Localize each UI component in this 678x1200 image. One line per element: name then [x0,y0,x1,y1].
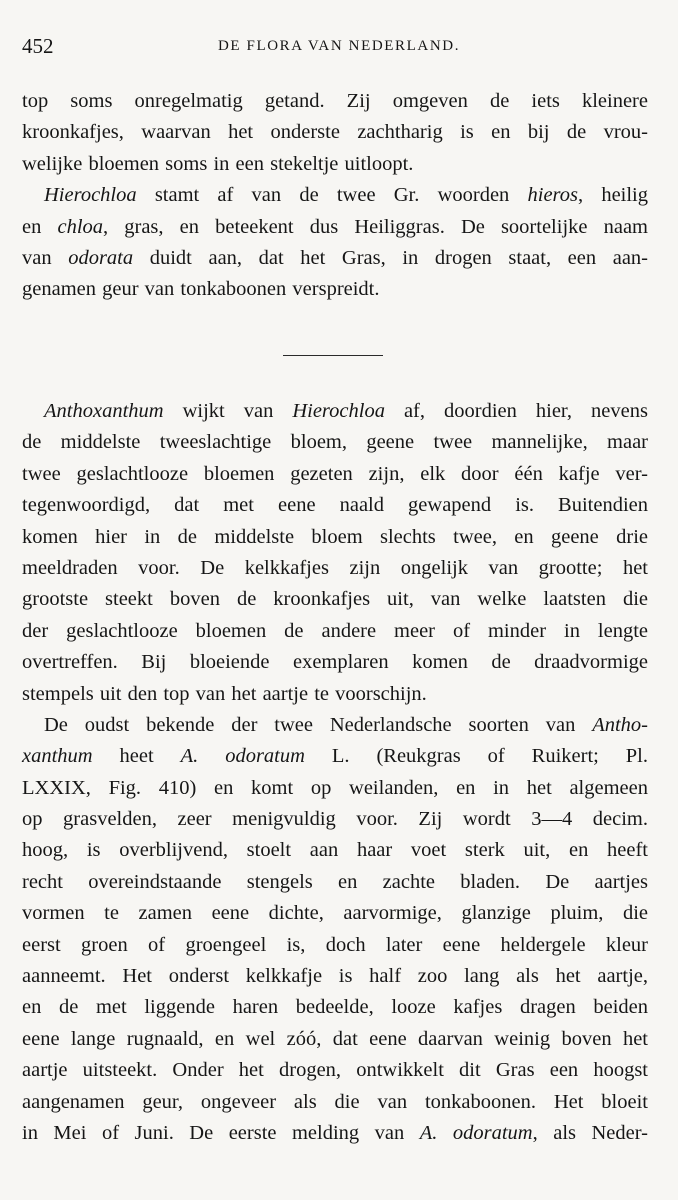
text-segment: overtreffen. Bij bloeiende exemplaren komen de draadvormige [22,651,648,674]
text-segment: , heilig [578,184,649,207]
text-segment: , als Neder- [532,1121,648,1144]
text-segment: L. (Reukgras of Ruikert; Pl. [304,745,648,768]
text-line [22,490,648,521]
text-segment: stempels uit den top van het aartje te voorschijn. [22,682,427,705]
text-line [22,180,648,211]
text-segment: der geslachtlooze bloemen de andere meer of minder in lengte [22,619,648,642]
text-segment: twee geslachtlooze bloemen gezeten zijn, elk door één kafje ver- [22,462,648,485]
text-line [22,992,648,1023]
text-line [22,773,648,804]
italic-term: chloa [57,215,104,238]
text-segment: grootste steekt boven de kroonkafjes uit, van welke laatsten die [22,588,648,611]
text-segment: wijkt van [163,400,293,422]
text-segment: LXXIX, Fig. 410) en komt op weilanden, en in het algemeen [22,776,648,799]
text-line [22,243,648,274]
text-line [22,117,648,148]
page-number: 452 [22,34,54,58]
text-segment: aartje uitsteekt. Onder het drogen, ontwikkelt dit Gras een hoogst [22,1059,648,1082]
italic-term: A. odoratum [419,1121,533,1144]
text-line [22,274,648,305]
text-segment: af, doordien hier, nevens [384,400,648,422]
text-segment: heet [92,745,181,768]
paragraph-block-hierochloa [22,86,648,306]
text-line [22,584,648,615]
text-line [22,1087,648,1118]
page-header [22,34,656,58]
text-segment: stamt af van de twee Gr. woorden [136,184,528,207]
text-segment: in Mei of Juni. De eerste melding van [22,1121,420,1144]
text-segment: , gras, en beteekent dus Heiliggras. De soortelijke naam [103,215,648,238]
text-segment: eene lange rugnaald, en wel zóó, dat eene daarvan weinig boven het [22,1027,648,1050]
text-segment: kroonkafjes, waarvan het onderste zachtharig is en bij de vrou- [22,121,648,144]
italic-term: Hierochloa [44,184,137,207]
text-line [22,149,648,180]
italic-term: Antho- [592,713,648,736]
text-segment: eerst groen of groengeel is, doch later eene heldergele kleur [22,933,648,956]
section-divider [283,355,383,356]
text-segment: top soms onregelmatig getand. Zij omgeven de iets kleinere [22,90,648,112]
text-segment: op grasvelden, zeer menigvuldig voor. Zij wordt 3—4 decim. [22,808,648,831]
text-line [22,1055,648,1086]
text-line [22,679,648,710]
italic-term: Anthoxanthum [44,400,164,422]
text-segment: De oudst bekende der twee Nederlandsche soorten van [44,713,593,736]
text-segment: tegenwoordigd, dat met eene naald gewapend is. Buitendien [22,494,648,517]
text-line [22,616,648,647]
text-line [22,804,648,835]
text-line [22,710,648,741]
text-segment: en de met liggende haren bedeelde, looze kafjes dragen beiden [22,996,648,1019]
text-segment: van [22,246,69,269]
text-segment: vormen te zamen eene dichte, aarvormige, glanzige pluim, die [22,902,648,925]
text-line [22,867,648,898]
text-line [22,459,648,490]
text-line [22,522,648,553]
text-segment: aanneemt. Het onderst kelkkafje is half zoo lang als het aartje, [22,965,648,988]
text-line [22,898,648,929]
text-segment: komen hier in de middelste bloem slechts twee, en geene drie [22,525,648,548]
text-line [22,961,648,992]
italic-term: hieros [527,184,578,207]
text-segment: hoog, is overblijvend, stoelt aan haar voet sterk uit, en heeft [22,839,648,862]
text-line [22,647,648,678]
text-segment: aangenamen geur, ongeveer als die van tonkaboonen. Het bloeit [22,1090,648,1113]
text-line [22,930,648,961]
text-segment: recht overeindstaande stengels en zachte bladen. De aartjes [22,870,648,893]
paragraph-block-anthoxanthum [22,396,648,1149]
running-title: DE FLORA VAN NEDERLAND. [217,38,461,54]
text-segment: duidt aan, dat het Gras, in drogen staat, een aan- [133,246,648,269]
text-segment: en [22,215,58,238]
text-line [22,1024,648,1055]
text-line [22,1118,648,1149]
text-line [22,212,648,243]
text-segment: de middelste tweeslachtige bloem, geene twee mannelijke, maar [22,431,648,454]
italic-term: xanthum [22,745,93,768]
text-line [22,741,648,772]
text-line [22,553,648,584]
text-segment: genamen geur van tonkaboonen verspreidt. [22,278,380,301]
text-line [22,396,648,427]
italic-term: A. odoratum [180,745,305,768]
text-line [22,86,648,117]
text-line [22,835,648,866]
text-segment: welijke bloemen soms in een stekeltje uitloopt. [22,152,414,175]
italic-term: Hierochloa [292,400,385,422]
text-line [22,427,648,458]
text-segment: meeldraden voor. De kelkkafjes zijn ongelijk van grootte; het [22,556,648,579]
italic-term: odorata [68,246,134,269]
